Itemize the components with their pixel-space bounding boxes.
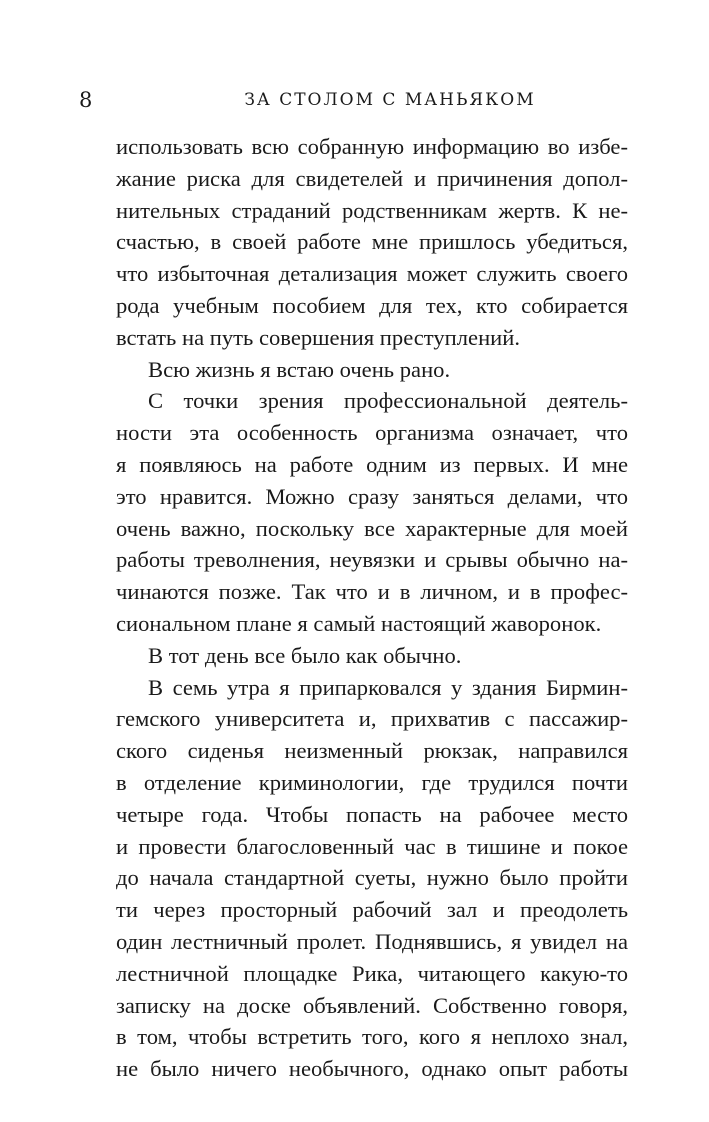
running-title: ЗА СТОЛОМ С МАНЬЯКОМ [244, 90, 536, 110]
text-line: рода учебным пособием для тех, кто собирается [116, 292, 628, 318]
text-line: В тот день все было как обычно. [148, 642, 462, 668]
text-line: лестничной площадке Рика, читающего какую-то [116, 960, 628, 986]
text-line: четыре года. Чтобы попасть на рабочее место [116, 801, 628, 827]
text-line: это нравится. Можно сразу заняться делами, что [116, 483, 628, 509]
body-text [116, 131, 628, 1085]
text-line: и провести благословенный час в тишине и покое [116, 833, 628, 859]
text-line: С точки зрения профессиональной деятель- [148, 388, 628, 414]
text-line: в отделение криминологии, где трудился почти [116, 769, 628, 795]
text-line: до начала стандартной суеты, нужно было пройти [116, 865, 628, 891]
text-line: ности эта особенность организма означает, что [116, 420, 628, 446]
text-line: в том, чтобы встретить того, кого я неплохо знал, [116, 1024, 628, 1050]
text-line: работы треволнения, неувязки и срывы обычно на- [116, 547, 628, 573]
text-line: ти через просторный рабочий зал и преодолеть [116, 897, 628, 923]
text-line: не было ничего необычного, однако опыт работы [116, 1056, 628, 1082]
text-line: чинаются позже. Так что и в личном, и в профес- [116, 579, 628, 605]
text-line: нительных страданий родственникам жертв. К не- [116, 197, 628, 223]
text-line: Всю жизнь я встаю очень рано. [148, 356, 451, 382]
text-line: очень важно, поскольку все характерные для моей [116, 515, 628, 541]
text-line: счастью, в своей работе мне пришлось убедиться, [116, 229, 628, 255]
text-line: использовать всю собранную информацию во избе- [116, 134, 628, 159]
text-line: что избыточная детализация может служить своего [116, 261, 628, 287]
text-line: записку на доске объявлений. Собственно говоря, [116, 992, 628, 1018]
text-line: один лестничный пролет. Поднявшись, я увидел на [116, 928, 628, 954]
text-line: встать на путь совершения преступлений. [116, 324, 520, 350]
text-line: я появляюсь на работе одним из первых. И мне [116, 451, 628, 477]
text-line: гемского университета и, прихватив с пассажир- [116, 706, 628, 732]
text-line: ского сиденья неизменный рюкзак, направился [116, 738, 628, 764]
text-line: жание риска для свидетелей и причинения допол- [116, 165, 628, 191]
text-line: сиональном плане я самый настоящий жаворонок. [116, 610, 602, 636]
page-number: 8 [79, 88, 93, 112]
text-line: В семь утра я припарковался у здания Бирмин- [148, 674, 628, 700]
